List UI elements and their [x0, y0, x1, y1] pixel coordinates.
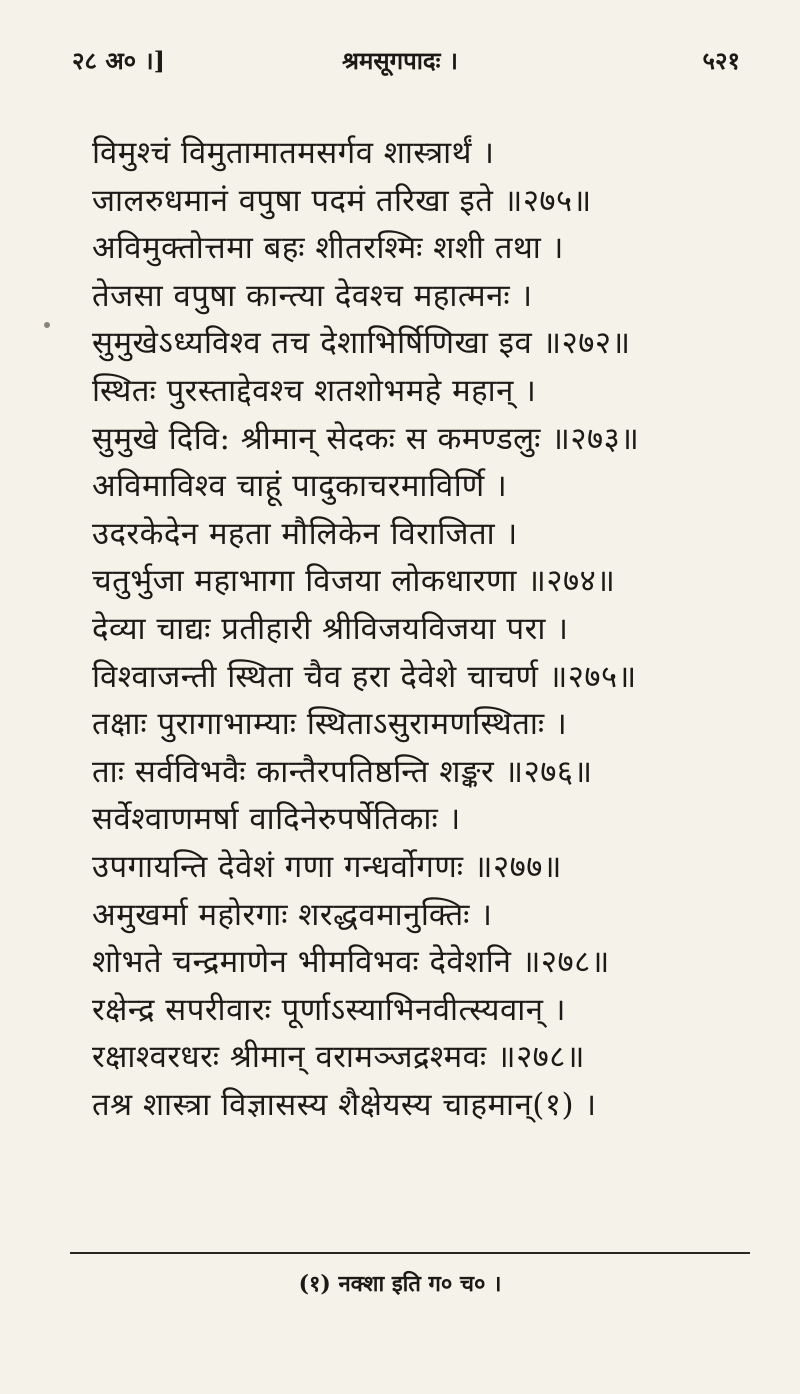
verse-line: जालरुधमानं वपुषा पदमं तरिखा इते ॥२७५॥ [92, 182, 592, 219]
running-title: श्रमसूगपादः । [342, 46, 458, 75]
verse-line: उपगायन्ति देवेशं गणा गन्धर्वोगणः ॥२७७॥ [92, 848, 562, 885]
verse-line: अमुखर्मा महोरगाः शरद्धवमानुक्तिः । [92, 896, 493, 933]
verse-line: तेजसा वपुषा कान्त्या देवश्च महात्मनः । [92, 277, 533, 314]
paper-speck [44, 322, 50, 328]
running-head [60, 38, 740, 82]
verse-line: अविमुक्तोत्तमा बहः शीतरश्मिः शशी तथा । [92, 230, 564, 267]
footnote-divider [70, 1252, 750, 1254]
verse-line: विमुश्चं विमुतामातमसर्गव शास्त्रार्थं । [92, 135, 495, 171]
verse-line: अविमाविश्व चाहूं पादुकाचरमाविर्णि । [92, 468, 508, 505]
verse-line: शोभते चन्द्रमाणेन भीमविभवः देवेशनि ॥२७८॥ [92, 944, 610, 981]
verse-line: विश्वाजन्ती स्थिता चैव हरा देवेशे चाचर्ण ॥२७५॥ [92, 658, 637, 695]
verse-block [92, 130, 760, 1129]
verse-line: चतुर्भुजा महाभागा विजया लोकधारणा ॥२७४॥ [92, 563, 616, 600]
chapter-reference: २८ अ० ।] [72, 46, 165, 75]
verse-line: रक्षाश्वरधरः श्रीमान् वरामञ्जद्रश्मवः ॥२७८॥ [92, 1039, 585, 1076]
verse-line: सुमुखे दिवि: श्रीमान् सेदकः स कमण्डलुः ॥२७३॥ [92, 420, 640, 457]
verse-line: देव्या चाद्यः प्रतीहारी श्रीविजयविजया परा । [92, 610, 569, 647]
verse-line: रक्षेन्द्र सपरीवारः पूर्णाऽस्याभिनवीत्स्यवान् । [92, 991, 567, 1028]
page-number: ५२१ [702, 46, 740, 75]
verse-line: सर्वेश्वाणमर्षा वादिनेरुपर्षेतिकाः । [92, 801, 461, 838]
verse-line: ताः सर्वविभवैः कान्तैरपतिष्ठन्ति शङ्कर ॥२७६॥ [92, 753, 593, 790]
verse-line: उदरकेदेन महता मौलिकेन विराजिता । [92, 515, 518, 552]
verse-line: स्थितः पुरस्ताद्देवश्च शतशोभमहे महान् । [92, 372, 537, 409]
verse-line: तश्र शास्त्रा विज्ञासस्य शैक्षेयस्य चाहमान्(१) । [92, 1086, 597, 1123]
verse-line: तक्षाः पुरागाभाम्याः स्थिताऽसुरामणस्थिताः । [92, 706, 568, 743]
verse-line: सुमुखेऽध्यविश्व तच देशाभिर्षिणिखा इव ॥२७२॥ [92, 325, 631, 362]
footnote: (१) नक्शा इति ग० च० । [298, 1271, 502, 1297]
